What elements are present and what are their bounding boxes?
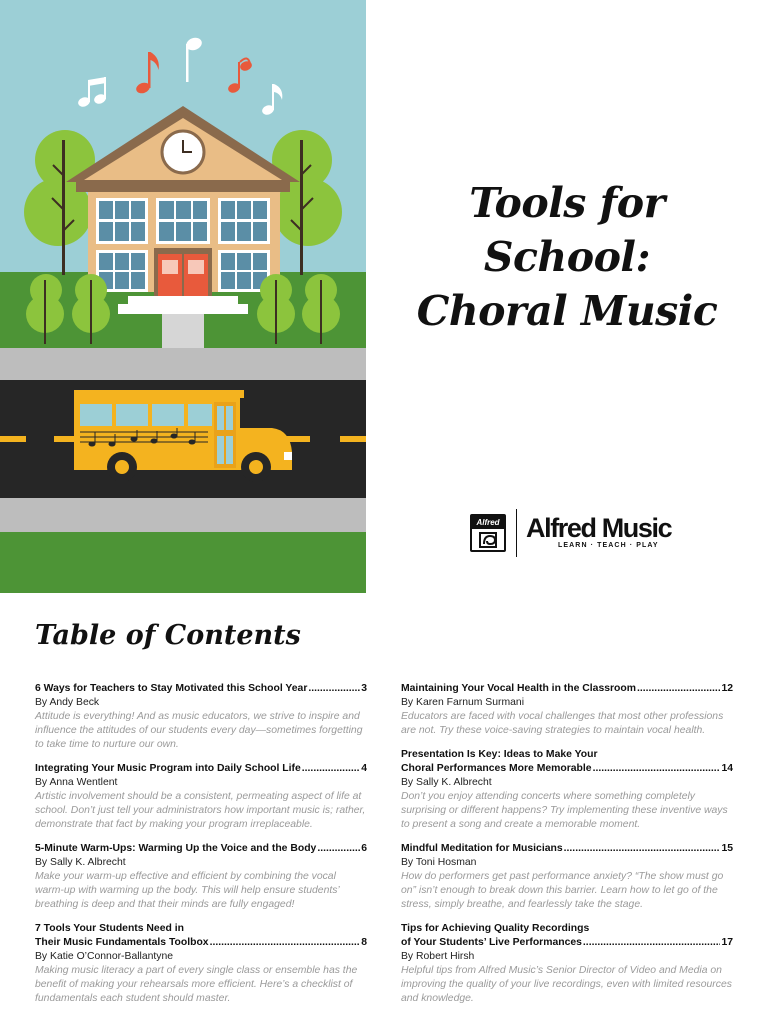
entry-description: Artistic involvement should be a consistent, permeating aspect of life at school. Don’t just tell your administrators how important music is; rather, demonstrate that fact by making your program irreplaceable.: [35, 791, 366, 830]
title-line: Tools for: [469, 179, 665, 227]
entry-description: Educators are faced with vocal challenges that most other professions are not. Try these voice-saving strategies to maintain vocal health.: [401, 711, 724, 736]
entry-title: of Your Students’ Live Performances ..... 17: [401, 936, 733, 950]
sidewalk-top: [0, 348, 366, 380]
front-grass: [0, 532, 366, 593]
toc-entry[interactable]: [35, 682, 367, 752]
entry-title-first-line: 7 Tools Your Students Need in: [35, 923, 184, 934]
toc-column-right: [401, 682, 733, 1016]
title-line: Choral Music: [416, 287, 718, 335]
entry-description: Make your warm-up effective and efficient by combining the vocal warm-up with warming up the body. This will help ensure students’ breathing is deep and that their minds are fully engaged!: [35, 871, 340, 910]
page-number: 14: [721, 763, 733, 774]
badge-text: Alfred: [472, 516, 504, 529]
page-number: 15: [721, 843, 733, 854]
entry-author: By Karen Farnum Surmani: [401, 697, 525, 708]
entry-author: By Andy Beck: [35, 697, 100, 708]
toc-heading: Table of Contents: [35, 620, 301, 651]
document-title: [380, 176, 754, 338]
entry-description: Helpful tips from Alfred Music’s Senior Director of Video and Media on improving the quality of your live recordings, even with limited resources and knowledge.: [401, 965, 732, 1004]
logo-divider: [516, 509, 517, 557]
entry-title: Mindful Meditation for Musicians ..... 15: [401, 842, 733, 856]
entry-title-first-line: Tips for Achieving Quality Recordings: [401, 923, 590, 934]
entry-title-first-line: Presentation Is Key: Ideas to Make Your: [401, 749, 598, 760]
toc-entry[interactable]: [35, 842, 367, 912]
entry-author: By Toni Hosman: [401, 857, 477, 868]
page-number: 17: [721, 937, 733, 948]
entry-author: By Katie O’Connor-Ballantyne: [35, 951, 174, 962]
toc-entry[interactable]: [401, 682, 733, 738]
brand-tagline: LEARN · TEACH · PLAY: [558, 542, 659, 549]
entry-description: Don’t you enjoy attending concerts where something completely surprising or different happens? Try implementing these inventive ways to present a song and create a memorable moment.: [401, 791, 728, 830]
toc-entry[interactable]: [401, 748, 733, 832]
toc-entry[interactable]: [401, 922, 733, 1006]
toc-entry[interactable]: [35, 762, 367, 832]
entry-author: By Robert Hirsh: [401, 951, 475, 962]
page-number: 6: [361, 843, 367, 854]
alfred-badge-icon: [470, 514, 506, 552]
page-number: 12: [721, 683, 733, 694]
entry-description: Attitude is everything! And as music educators, we strive to inspire and influence the attitudes of our students every day—sometimes forgetting to take time to nurture our own.: [35, 711, 363, 750]
entry-author: By Sally K. Albrecht: [401, 777, 492, 788]
toc-entry[interactable]: [35, 922, 367, 1006]
brand-name: Alfred Music: [526, 513, 672, 543]
cover-illustration: [0, 0, 366, 593]
entry-description: Making music literacy a part of every single class or ensemble has the benefit of making your rehearsals more efficient. Here’s a checklist of fundamentals each student should master.: [35, 965, 358, 1004]
entry-title: Integrating Your Music Program into Daily School Life ..... 4: [35, 762, 367, 776]
page-number: 4: [361, 763, 367, 774]
entry-title: 6 Ways for Teachers to Stay Motivated this School Year ..... 3: [35, 682, 367, 696]
entry-title: 5-Minute Warm-Ups: Warming Up the Voice and the Body ..... 6: [35, 842, 367, 856]
entry-title: Choral Performances More Memorable ..... 14: [401, 762, 733, 776]
title-line: School:: [483, 233, 651, 281]
entry-author: By Sally K. Albrecht: [35, 857, 126, 868]
page-number: 8: [361, 937, 367, 948]
entry-title: Their Music Fundamentals Toolbox ..... 8: [35, 936, 367, 950]
entry-title: Maintaining Your Vocal Health in the Classroom ..... 12: [401, 682, 733, 696]
entry-author: By Anna Wentlent: [35, 777, 118, 788]
entry-description: How do performers get past performance anxiety? “The show must go on” isn’t enough to break down this barrier. Learn how to let go of the stress, simply breathe, and fearlessly take the stage.: [401, 871, 724, 910]
toc-column-left: [35, 682, 367, 1016]
toc-entry[interactable]: [401, 842, 733, 912]
alfred-music-logo: [470, 509, 670, 559]
page-number: 3: [361, 683, 367, 694]
sidewalk-bottom: [0, 498, 366, 532]
treble-clef-icon: [472, 529, 504, 551]
